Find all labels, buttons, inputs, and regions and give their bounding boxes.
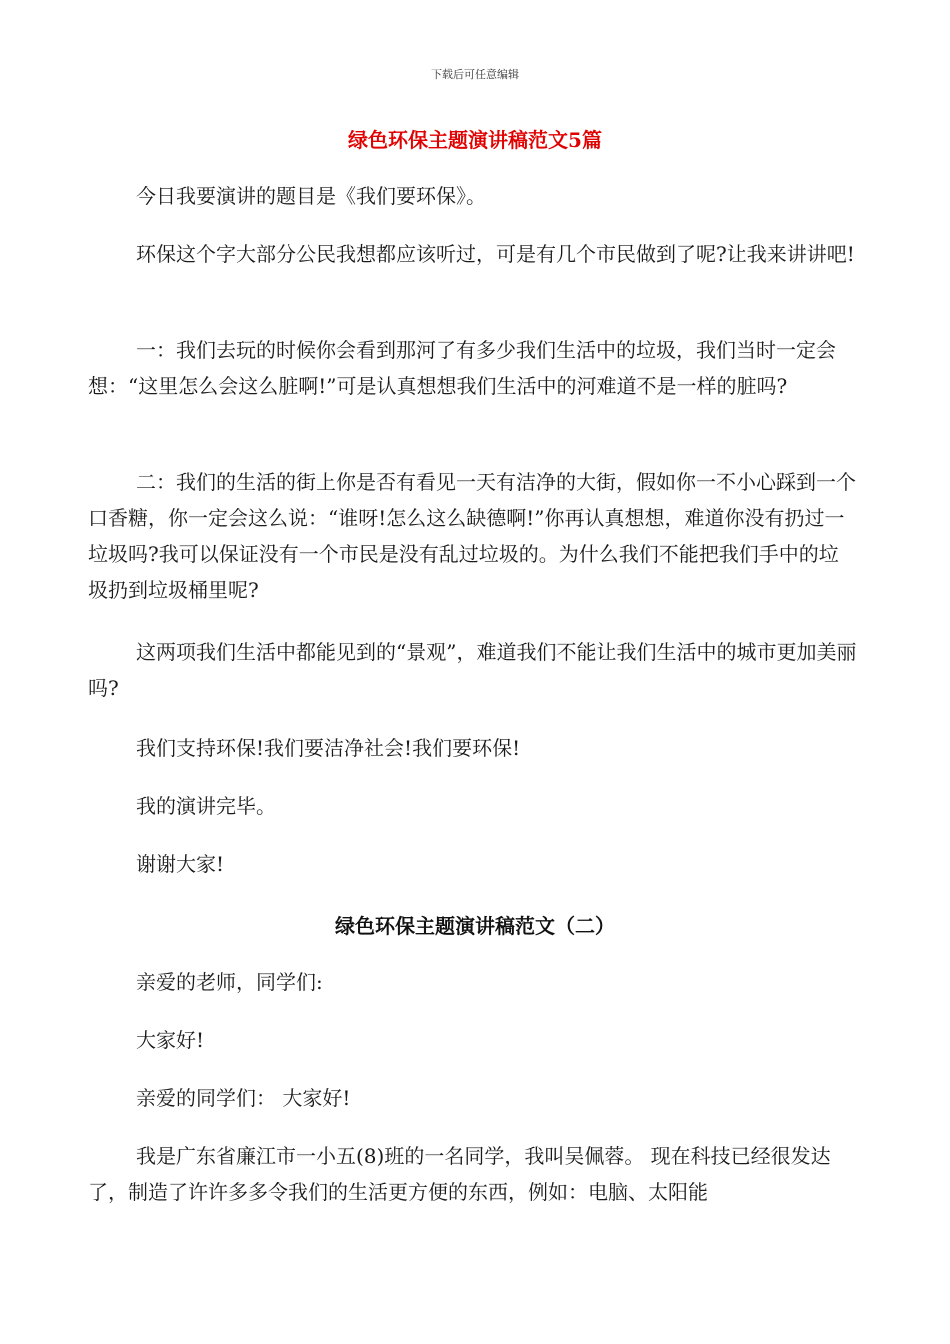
paragraph: 大家好! bbox=[136, 1028, 205, 1052]
paragraph: 环保这个字大部分公民我想都应该听过，可是有几个市民做到了呢?让我来讲讲吧! bbox=[136, 242, 855, 266]
paragraph: 亲爱的同学们： 大家好! bbox=[136, 1086, 351, 1110]
paragraph: 亲爱的老师，同学们: bbox=[136, 970, 323, 994]
paragraph: 我的演讲完毕。 bbox=[136, 794, 276, 818]
header-note: 下载后可任意编辑 bbox=[431, 68, 519, 81]
paragraph: 我是广东省廉江市一小五(8)班的一名同学，我叫吴佩蓉。 现在科技已经很发达了，制造了许许多多令我们的生活更方便的东西，例如：电脑、太阳能 bbox=[88, 1144, 831, 1204]
paragraph: 这两项我们生活中都能见到的“景观”，难道我们不能让我们生活中的城市更加美丽吗? bbox=[88, 640, 857, 700]
paragraph: 今日我要演讲的题目是《我们要环保》。 bbox=[136, 184, 486, 208]
paragraph: 二：我们的生活的街上你是否有看见一天有洁净的大街，假如你一不小心踩到一个口香糖，你一定会这么说：“谁呀!怎么这么缺德啊!”你再认真想想，难道你没有扔过一垃圾吗?我可以保证没有一个市民是没有乱过垃圾的。为什么我们不能把我们手中的垃圾扔到垃圾桶里呢? bbox=[88, 470, 856, 602]
paragraph: 谢谢大家! bbox=[136, 852, 225, 876]
document-title: 绿色环保主题演讲稿范文5篇 bbox=[348, 128, 602, 152]
paragraph: 一：我们去玩的时候你会看到那河了有多少我们生活中的垃圾，我们当时一定会想：“这里怎么会这么脏啊!”可是认真想想我们生活中的河难道不是一样的脏吗? bbox=[88, 338, 836, 398]
paragraph: 我们支持环保!我们要洁净社会!我们要环保! bbox=[136, 736, 521, 760]
section-title: 绿色环保主题演讲稿范文（二） bbox=[335, 914, 615, 938]
